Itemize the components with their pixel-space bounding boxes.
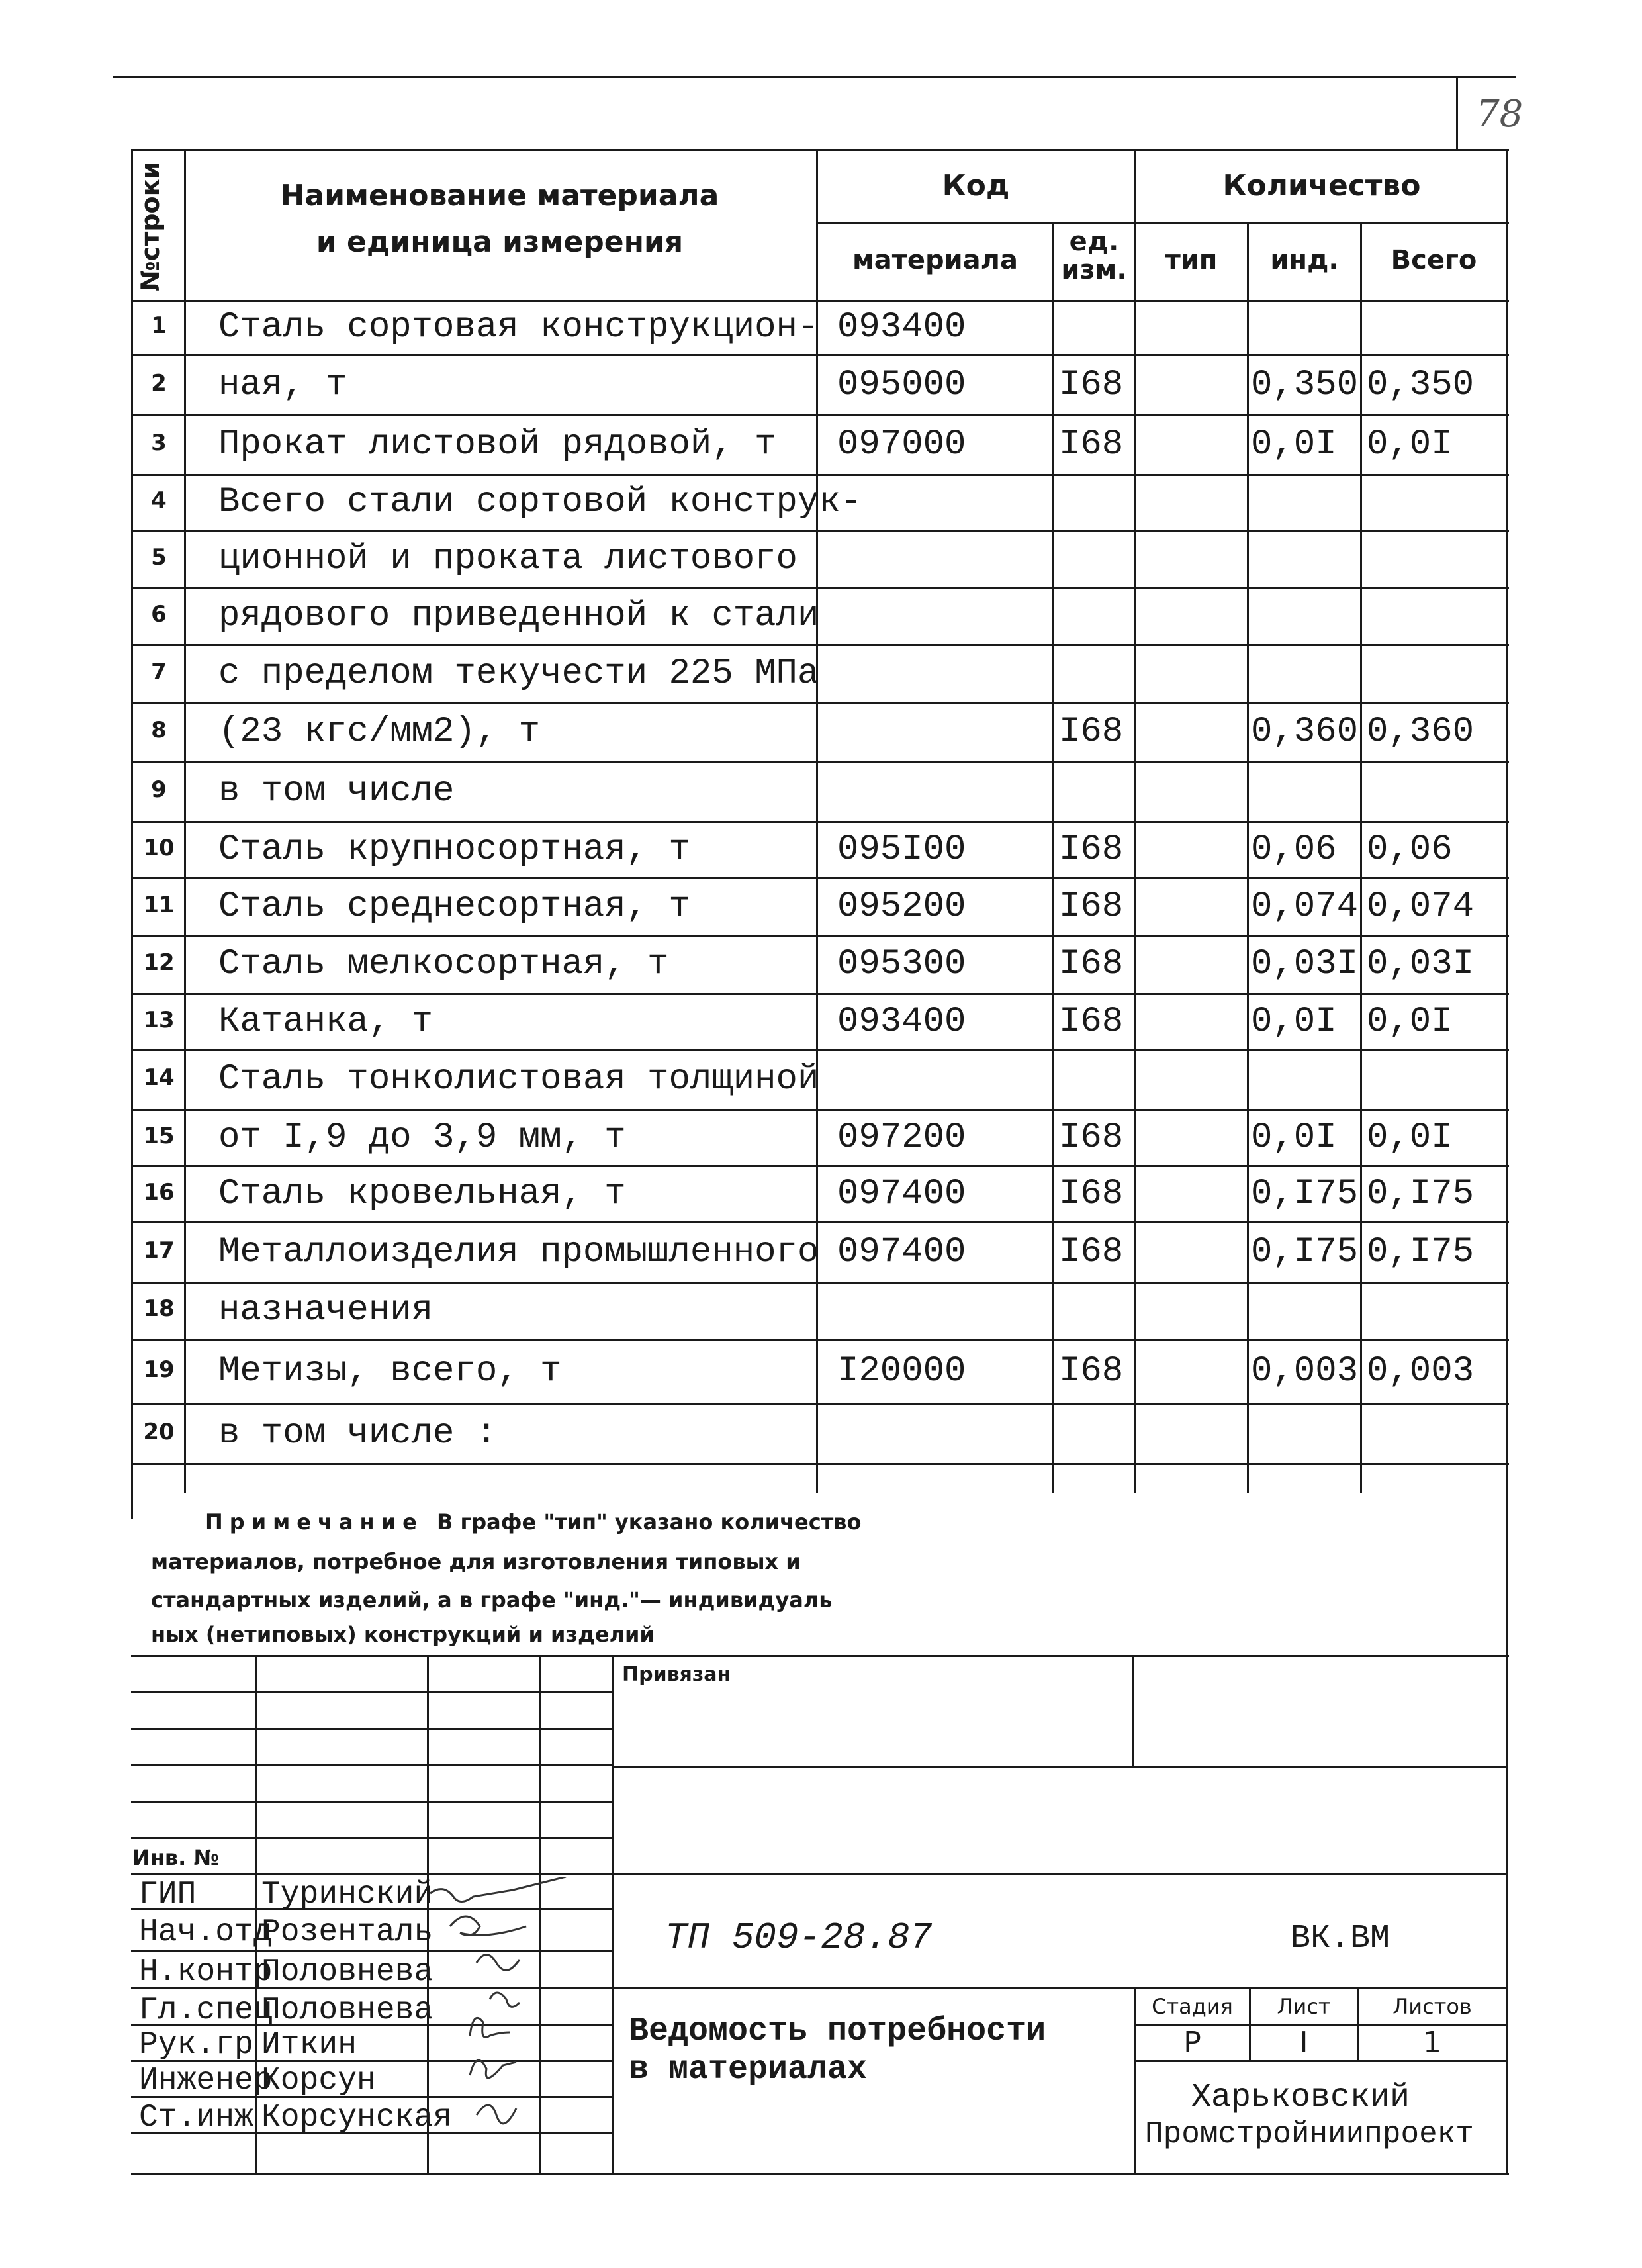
sheets-value: 1: [1423, 2026, 1441, 2059]
staff-role: Ст.инж: [139, 2100, 253, 2136]
unit-code: I68: [1059, 829, 1124, 870]
unit-code: I68: [1059, 1173, 1124, 1214]
unit-code: I68: [1059, 1001, 1124, 1042]
row-number: 9: [151, 777, 167, 803]
quantity-individual: 0,0I: [1251, 424, 1337, 465]
unit-code: I68: [1059, 424, 1124, 465]
document-title-line1: Ведомость потребности: [629, 2012, 1046, 2050]
material-code: 095I00: [837, 829, 966, 870]
material-name: с пределом текучести 225 МПа: [218, 653, 819, 694]
material-name: Сталь крупносортная, т: [218, 829, 690, 870]
row-number: 18: [143, 1296, 175, 1322]
unit-code: I68: [1059, 1117, 1124, 1158]
organization-line2: Промстройниипроект: [1145, 2117, 1474, 2151]
document-title-line2: в материалах: [629, 2051, 868, 2089]
quantity-individual: 0,06: [1251, 829, 1337, 870]
note-line2: материалов, потребное для изготовления типовых и: [151, 1549, 801, 1574]
material-code: 097200: [837, 1117, 966, 1158]
quantity-individual: 0,003: [1251, 1351, 1359, 1392]
sheet-value: I: [1299, 2026, 1308, 2059]
row-number: 3: [151, 430, 167, 456]
material-name: в том числе: [218, 771, 455, 812]
staff-role: Рук.гр: [139, 2027, 253, 2063]
row-number: 4: [151, 487, 167, 514]
row-number: 1: [151, 312, 167, 339]
material-name: Сталь сортовая конструкцион-: [218, 307, 819, 348]
material-name: Сталь тонколистовая толщиной: [218, 1059, 819, 1100]
material-name: (23 кгс/мм2), т: [218, 712, 541, 752]
staff-name: Половнева: [261, 1993, 433, 2028]
quantity-total: 0,003: [1367, 1351, 1475, 1392]
material-code: 097000: [837, 424, 966, 465]
signatures-graphic: [410, 1877, 582, 2161]
quantity-total: 0,360: [1367, 712, 1475, 752]
staff-name: Половнева: [261, 1954, 433, 1990]
row-number: 19: [143, 1356, 175, 1383]
quantity-total: 0,0I: [1367, 1001, 1453, 1042]
row-number: 17: [143, 1237, 175, 1264]
type-header: тип: [1165, 245, 1218, 275]
quantity-total: 0,03I: [1367, 944, 1475, 984]
material-name: Металлоизделия промышленного: [218, 1231, 819, 1272]
page-number: 78: [1476, 93, 1524, 136]
material-name: Всего стали сортовой конструк-: [218, 482, 862, 522]
code-header: Код: [942, 169, 1010, 203]
quantity-individual: 0,I75: [1251, 1173, 1359, 1214]
name-header-line1: Наименование материала: [280, 179, 719, 213]
material-name: Метизы, всего, т: [218, 1351, 562, 1392]
document-code: ВК.ВМ: [1291, 1920, 1391, 1958]
row-number: 12: [143, 949, 175, 976]
staff-name: Розенталь: [261, 1914, 433, 1950]
quantity-total: 0,0I: [1367, 1117, 1453, 1158]
material-name: ционной и проката листового: [218, 538, 798, 579]
name-header-line2: и единица измерения: [316, 225, 684, 259]
material-code: 095200: [837, 886, 966, 927]
quantity-total: 0,074: [1367, 886, 1475, 927]
organization-line1: Харьковский: [1191, 2079, 1410, 2116]
material-name: назначения: [218, 1290, 433, 1331]
quantity-header: Количество: [1222, 169, 1421, 203]
row-number: 14: [143, 1064, 175, 1091]
ind-header: инд.: [1270, 245, 1339, 275]
quantity-total: 0,0I: [1367, 424, 1453, 465]
row-number: 15: [143, 1122, 175, 1149]
page-number-box-line: [1456, 76, 1458, 149]
code-material-header: материала: [852, 245, 1018, 275]
material-code: 097400: [837, 1173, 966, 1214]
row-number: 7: [151, 658, 167, 685]
inventory-number-label: Инв. №: [132, 1845, 219, 1870]
row-number: 2: [151, 369, 167, 397]
quantity-total: 0,06: [1367, 829, 1453, 870]
quantity-total: 0,I75: [1367, 1231, 1475, 1272]
unit-header-1: ед.: [1069, 226, 1119, 257]
unit-code: I68: [1059, 886, 1124, 927]
staff-role: Н.контр: [139, 1954, 273, 1990]
material-name: в том числе :: [218, 1413, 498, 1454]
note-line3: стандартных изделий, а в графе "инд."— индивидуаль: [151, 1587, 833, 1613]
sheet-label: Лист: [1277, 1994, 1331, 2019]
sheets-label: Листов: [1392, 1994, 1472, 2019]
unit-header-2: изм.: [1061, 255, 1127, 285]
row-number: 6: [151, 601, 167, 628]
quantity-individual: 0,350: [1251, 364, 1359, 405]
material-code: 093400: [837, 307, 966, 348]
staff-name: Туринский: [261, 1877, 433, 1913]
quantity-individual: 0,0I: [1251, 1117, 1337, 1158]
material-code: 097400: [837, 1231, 966, 1272]
note-label: Примечание: [205, 1509, 424, 1535]
staff-name: Корсун: [261, 2063, 376, 2099]
total-header: Всего: [1391, 245, 1477, 275]
staff-role: Гл.спец: [139, 1993, 273, 2028]
row-number: 8: [151, 717, 167, 743]
note-line1: В графе "тип" указано количество: [437, 1509, 862, 1535]
row-number: 20: [143, 1419, 175, 1445]
material-name: Сталь среднесортная, т: [218, 886, 690, 927]
material-name: Сталь мелкосортная, т: [218, 944, 669, 984]
unit-code: I68: [1059, 1231, 1124, 1272]
quantity-individual: 0,360: [1251, 712, 1359, 752]
material-name: от I,9 до 3,9 мм, т: [218, 1117, 626, 1158]
staff-role: Нач.отд: [139, 1914, 273, 1950]
quantity-total: 0,350: [1367, 364, 1475, 405]
stage-value: Р: [1183, 2026, 1201, 2059]
quantity-individual: 0,03I: [1251, 944, 1359, 984]
material-code: I20000: [837, 1351, 966, 1392]
staff-name: Корсунская: [261, 2100, 453, 2136]
staff-role: ГИП: [139, 1877, 197, 1913]
quantity-individual: 0,074: [1251, 886, 1359, 927]
material-name: Катанка, т: [218, 1001, 433, 1042]
staff-role: Инженер: [139, 2063, 273, 2099]
row-number: 11: [143, 891, 175, 918]
material-code: 095300: [837, 944, 966, 984]
unit-code: I68: [1059, 364, 1124, 405]
row-number: 13: [143, 1006, 175, 1033]
stage-label: Стадия: [1152, 1994, 1233, 2019]
material-name: рядового приведенной к стали: [218, 596, 819, 636]
quantity-individual: 0,0I: [1251, 1001, 1337, 1042]
row-number-header: №строки: [136, 162, 165, 291]
note-line4: ных (нетиповых) конструкций и изделий: [151, 1622, 655, 1647]
material-name: Сталь кровельная, т: [218, 1173, 626, 1214]
material-code: 095000: [837, 364, 966, 405]
unit-code: I68: [1059, 1351, 1124, 1392]
quantity-individual: 0,I75: [1251, 1231, 1359, 1272]
material-code: 093400: [837, 1001, 966, 1042]
material-name: ная, т: [218, 364, 347, 405]
top-border-line: [113, 76, 1516, 78]
unit-code: I68: [1059, 712, 1124, 752]
project-code: ТП 509-28.87: [665, 1916, 933, 1959]
material-name: Прокат листовой рядовой, т: [218, 424, 776, 465]
staff-name: Иткин: [261, 2027, 357, 2063]
quantity-total: 0,I75: [1367, 1173, 1475, 1214]
row-number: 5: [151, 543, 167, 571]
row-number: 10: [143, 834, 175, 861]
privyazan-label: Привязан: [622, 1663, 731, 1686]
row-number: 16: [143, 1178, 175, 1205]
unit-code: I68: [1059, 944, 1124, 984]
